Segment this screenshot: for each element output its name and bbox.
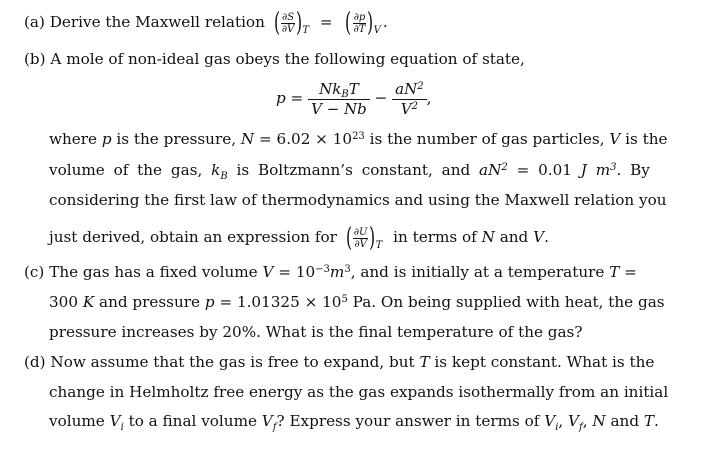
part-c-label: (c)	[24, 263, 45, 281]
part-b-line-2: volume of the gas, $k_B$ is Boltzmann’s constant, and $aN^2 = 0.01$ J $m^3$. By	[49, 161, 650, 182]
part-d-line-2: change in Helmholtz free energy as the gas expands isothermally from an initial	[49, 383, 669, 401]
part-a-label: (a)	[24, 13, 45, 31]
part-b-line-3: considering the first law of thermodynamics and using the Maxwell relation you	[49, 191, 667, 209]
part-a-text: Derive the Maxwell relation	[49, 13, 265, 31]
eos-term-2: $\frac{aN^2}{V^2}$	[392, 80, 426, 119]
part-c-line-2: 300 K and pressure $p = 1.01325 \times 10^5$ Pa. On being supplied with heat, the gas	[49, 293, 665, 311]
part-c-line-1: (c) The gas has a fixed volume $V = 10^{-3}m^3$, and is initially at a temperature T =	[24, 263, 637, 281]
maxwell-equals: =	[319, 13, 333, 31]
maxwell-lhs: ( $\frac{\partial S}{\partial V}$ ) T	[273, 8, 310, 38]
part-b-line-1: where p is the pressure, $N = 6.02 \times 10^{23}$ is the number of gas particles, V is the	[49, 130, 668, 148]
part-b-intro: (b) A mole of non-ideal gas obeys the following equation of state,	[24, 50, 525, 68]
part-b-label: (b)	[24, 50, 46, 68]
part-a-line: (a) Derive the Maxwell relation ( $\frac{\partial S}{\partial V}$ ) T = ( $\frac{\partial p}{\partial T}$ ) V .	[24, 8, 388, 38]
dU-dV-derivative: ( $\frac{\partial U}{\partial V}$ ) T	[345, 223, 383, 253]
part-d-label: (d)	[24, 353, 46, 371]
part-d-line-1: (d) Now assume that the gas is free to expand, but T is kept constant. What is the	[24, 353, 655, 371]
part-c-line-3: pressure increases by 20%. What is the final temperature of the gas?	[49, 323, 583, 341]
part-d-line-3: volume $V_i$ to a final volume $V_f$? Express your answer in terms of $V_i$, $V_f$, N and T.	[49, 412, 659, 433]
eos-term-1: $\frac{Nk_BT}{V - Nb}$	[308, 80, 370, 119]
equation-of-state: p = $\frac{Nk_BT}{V - Nb}$ − $\frac{aN^2}{V^2}$ ,	[276, 79, 432, 118]
maxwell-rhs: ( $\frac{\partial p}{\partial T}$ ) V	[345, 8, 381, 38]
part-b-line-4: just derived, obtain an expression for ( $\frac{\partial U}{\partial V}$ ) T in terms of N and V.	[49, 223, 549, 253]
